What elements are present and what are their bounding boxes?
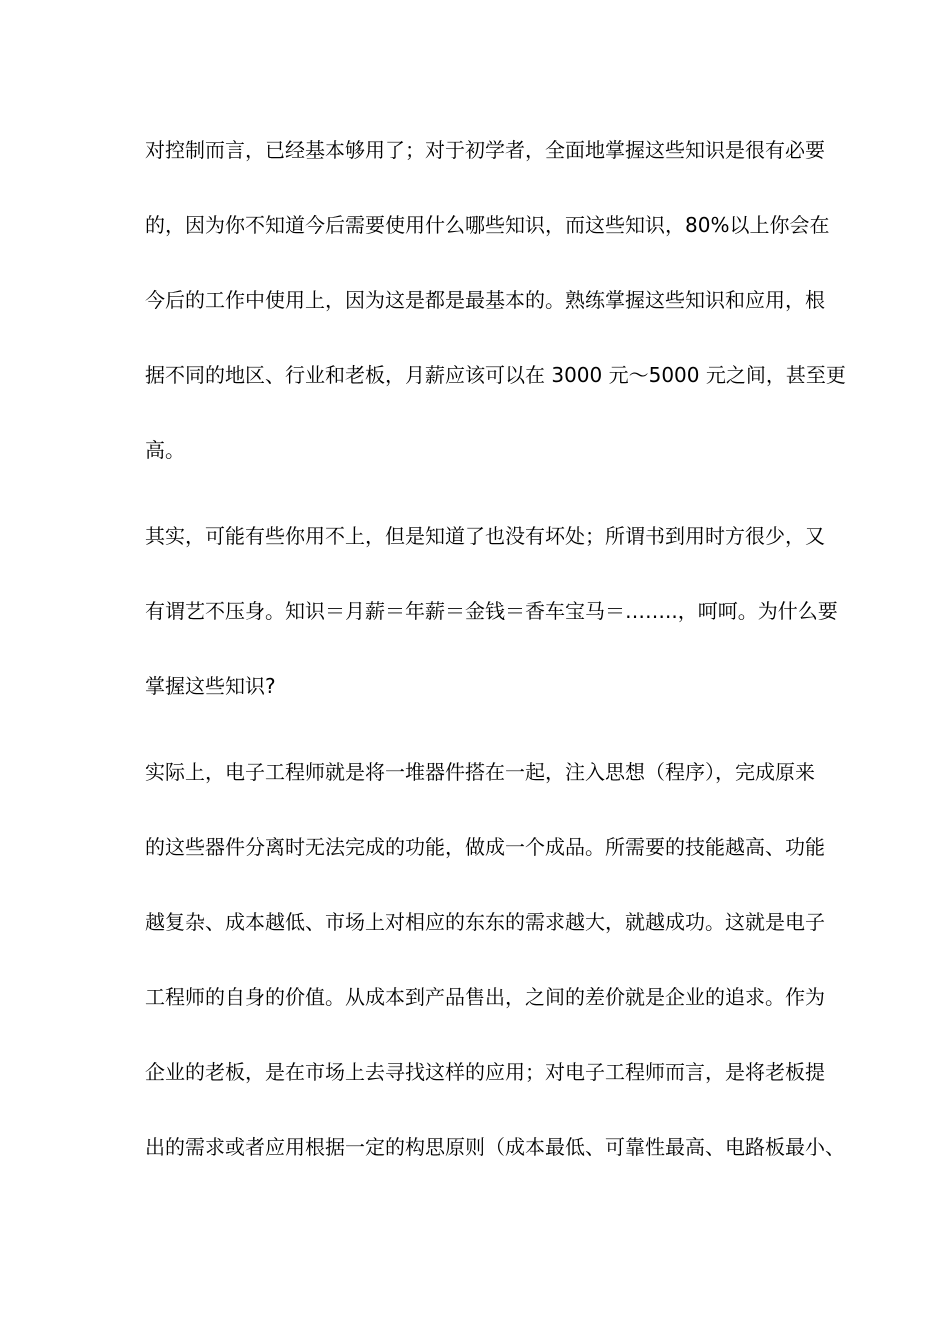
text-line: 工程师的自身的价值。从成本到产品售出，之间的差价就是企业的追求。作为 [145, 985, 825, 1009]
text-line: 的，因为你不知道今后需要使用什么哪些知识，而这些知识，80%以上你会在 [145, 213, 830, 237]
text-line: 今后的工作中使用上，因为这是都是最基本的。熟练掌握这些知识和应用，根 [145, 288, 825, 312]
text-line: 出的需求或者应用根据一定的构思原则（成本最低、可靠性最高、电路板最小、 [145, 1135, 845, 1159]
text-line: 其实，可能有些你用不上，但是知道了也没有坏处；所谓书到用时方很少，又 [145, 524, 825, 548]
text-line: 高。 [145, 438, 185, 462]
text-line: 对控制而言，已经基本够用了；对于初学者，全面地掌握这些知识是很有必要 [145, 138, 825, 162]
text-line: 据不同的地区、行业和老板，月薪应该可以在 3000 元～5000 元之间，甚至更 [145, 363, 846, 387]
text-line: 企业的老板，是在市场上去寻找这样的应用；对电子工程师而言，是将老板提 [145, 1060, 825, 1084]
text-line: 有谓艺不压身。知识＝月薪＝年薪＝金钱＝香车宝马＝……..，呵呵。为什么要 [145, 599, 838, 623]
text-line: 掌握这些知识? [145, 674, 276, 698]
text-line: 实际上，电子工程师就是将一堆器件搭在一起，注入思想（程序），完成原来 [145, 760, 815, 784]
text-line: 越复杂、成本越低、市场上对相应的东东的需求越大，就越成功。这就是电子 [145, 910, 825, 934]
text-line: 的这些器件分离时无法完成的功能，做成一个成品。所需要的技能越高、功能 [145, 835, 825, 859]
